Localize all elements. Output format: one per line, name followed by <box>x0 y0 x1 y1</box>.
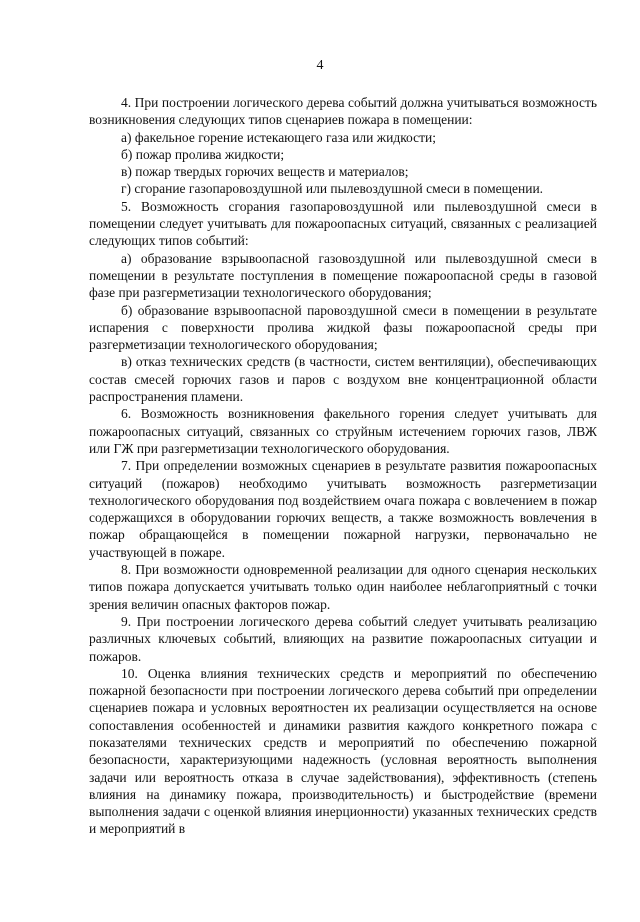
list-item-4g: г) сгорание газопаровоздушной или пылевоздушной смеси в помещении. <box>121 181 544 197</box>
paragraph-8: 8. При возможности одновременной реализации для одного сценария нескольких типов пожара допускается учитывать только один наиболее неблагоприятный с точки зрения величин опасных факторов пожар. <box>89 562 597 612</box>
list-item-4b: б) пожар пролива жидкости; <box>121 146 285 162</box>
list-item-5v: в) отказ технических средств (в частности, систем вентиляции), обеспечивающих состав смесей горючих газов и паров с воздухом вне концентрационной области распространения пламени. <box>89 354 597 405</box>
list-item-5b: б) образование взрывоопасной паровоздушной смеси в помещении в результате испарения с поверхности пролива жидкой фазы пожароопасной среды при разгерметизации технологического оборудования; <box>89 302 597 353</box>
page-number: 4 <box>316 58 324 73</box>
paragraph-6: 6. Возможность возникновения факельного горения следует учитывать для пожароопасных ситуаций, связанных со струйным истечением горючих газов, ЛВЖ или ГЖ при разгерметизации технологического оборудования. <box>89 406 597 456</box>
list-item-4a: а) факельное горение истекающего газа или жидкости; <box>121 129 437 145</box>
list-item-4v: в) пожар твердых горючих веществ и материалов; <box>121 164 409 180</box>
paragraph-4: 4. При построении логического дерева событий должна учитываться возможность возникновения следующих типов сценариев пожара в помещении: <box>89 95 597 128</box>
paragraph-10: 10. Оценка влияния технических средств и мероприятий по обеспечению пожарной безопасности при построении логического дерева событий при определении сценариев пожара и условных вероятностен их реализации осуществляется на основе сопоставления особенностей и динамики развития каждого конкретного пожара с показателями технических средств и мероприятий по обеспечению пожарной безопасности, характеризующими надежность (условная вероятность выполнения задачи или вероятность отказа в случае задействования), эффективность (степень влияния на динамику пожара, производительность) и быстродействие (времени выполнения задачи с оценкой влияния инерционности) указанных технических средств и мероприятий в <box>89 665 597 837</box>
paragraph-5: 5. Возможность сгорания газопаровоздушной или пылевоздушной смеси в помещении следует учитывать для пожароопасных ситуаций, связанных с реализацией следующих типов событий: <box>89 198 597 249</box>
list-item-5a: а) образование взрывоопасной газовоздушной или пылевоздушной смеси в помещении в результате поступления в помещение пожароопасной среды в газовой фазе при разгерметизации технологического оборудования; <box>89 250 597 301</box>
paragraph-9: 9. При построении логического дерева событий следует учитывать реализацию различных ключевых событий, влияющих на развитие пожароопасных ситуации и пожаров. <box>89 613 597 664</box>
paragraph-7: 7. При определении возможных сценариев в результате развития пожароопасных ситуаций (пожаров) необходимо учитывать возможность разгерметизации технологического оборудования под воздействием очага пожара с вовлечением в пожар содержащихся в оборудовании горючих веществ, а также возможность вовлечения в пожар обращающейся в помещении пожарной нагрузки, первоначально не участвующей в пожаре. <box>89 458 597 560</box>
document-body <box>89 94 597 838</box>
